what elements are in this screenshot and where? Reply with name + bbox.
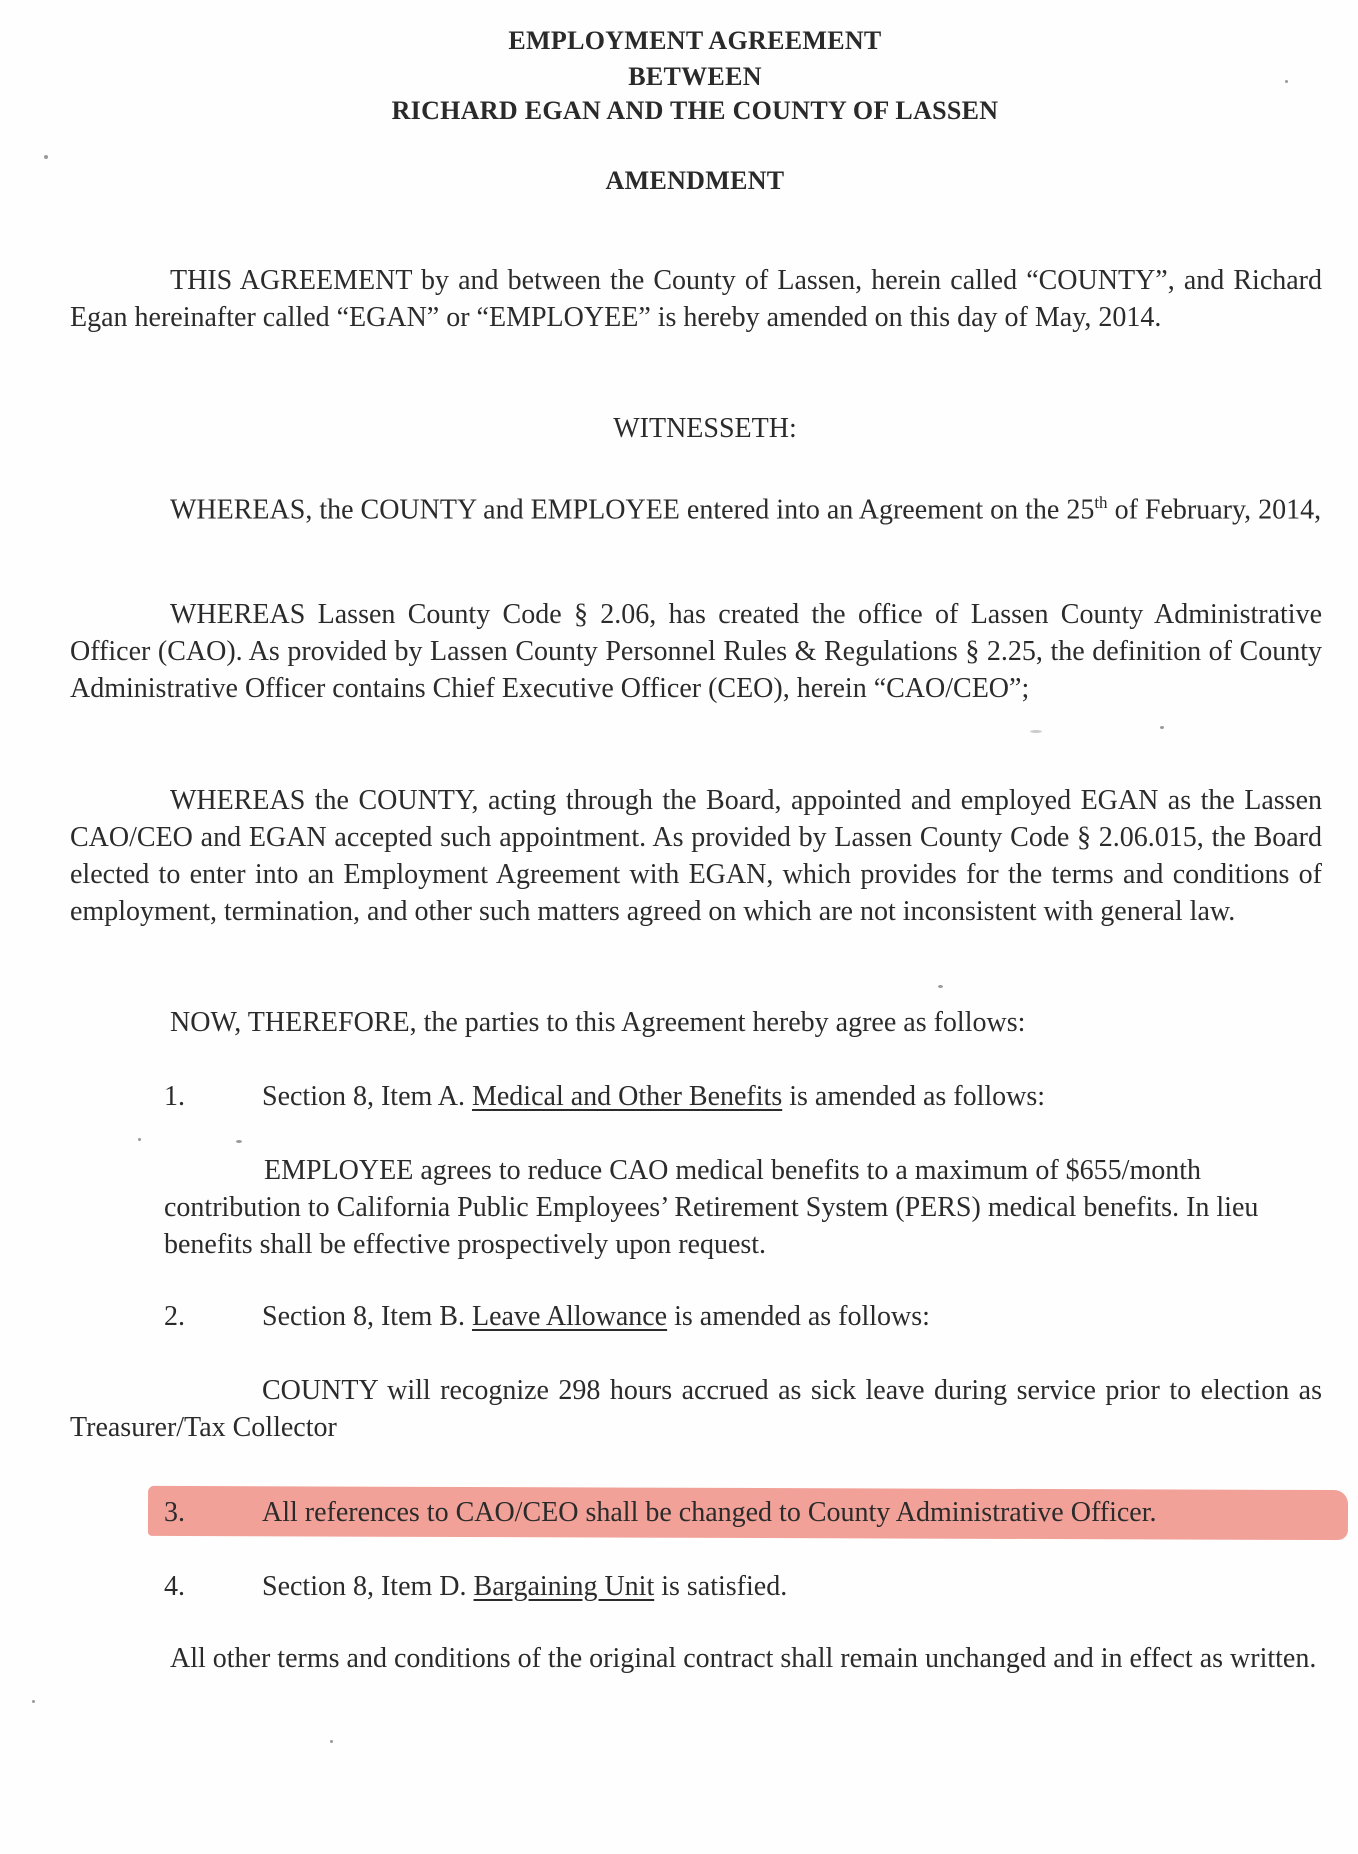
title-line-3: RICHARD EGAN AND THE COUNTY OF LASSEN <box>391 96 999 125</box>
item-1-detail-text: EMPLOYEE agrees to reduce CAO medical benefits to a maximum of $655/month contribution to California Public Employees’ Retirement System (PERS) medical benefits. In lieu benefits shall be effective prospectively upon request. <box>164 1155 1259 1260</box>
item-title: Leave Allowance <box>471 1301 668 1332</box>
item-text <box>262 1298 930 1335</box>
closing-paragraph: All other terms and conditions of the original contract shall remain unchanged and in effect as written. <box>170 1643 1317 1674</box>
item-suffix: is satisfied. <box>654 1571 788 1602</box>
scan-speck <box>138 1138 141 1141</box>
scan-speck <box>1285 80 1288 83</box>
scan-speck <box>1030 730 1042 733</box>
whereas-paragraph-2: WHEREAS Lassen County Code § 2.06, has created the office of Lassen County Administrative Officer (CAO). As provided by Lassen County Personnel Rules & Regulations § 2.25, the definition of County Administrative Officer contains Chief Executive Officer (CEO), herein “CAO/CEO”; <box>70 599 1322 704</box>
amendment-heading: AMENDMENT <box>605 166 785 195</box>
item-suffix: is amended as follows: <box>782 1081 1046 1112</box>
item-suffix: is amended as follows: <box>667 1301 930 1332</box>
title-line-1: EMPLOYMENT AGREEMENT <box>508 26 882 55</box>
whereas-paragraph-1 <box>70 484 1322 528</box>
whereas-1-superscript: th <box>1094 493 1108 512</box>
whereas-paragraph-3: WHEREAS the COUNTY, acting through the Board, appointed and employed EGAN as the Lassen CAO/CEO and EGAN accepted such appointment. As provided by Lassen County Code § 2.06.015, the Board elected to enter into an Employment Agreement with EGAN, which provides for the terms and conditions of employment, termination, and other such matters agreed on which are not inconsistent with general law. <box>70 785 1322 927</box>
scan-speck <box>1160 726 1164 729</box>
title-line-2: BETWEEN <box>628 62 762 91</box>
item-text <box>262 1568 787 1605</box>
scan-speck <box>44 155 48 159</box>
item-number: 4. <box>164 1571 185 1602</box>
item-prefix: Section 8, Item D. <box>262 1571 474 1602</box>
scan-speck <box>330 1740 333 1743</box>
item-title: Medical and Other Benefits <box>471 1081 783 1112</box>
item-title: Bargaining Unit <box>473 1571 655 1602</box>
item-2-detail: COUNTY will recognize 298 hours accrued as sick leave during service prior to election as Treasurer/Tax Collector <box>70 1375 1322 1443</box>
item-number: 1. <box>164 1081 185 1112</box>
scan-speck <box>938 985 943 988</box>
therefore-paragraph: NOW, THEREFORE, the parties to this Agreement hereby agree as follows: <box>170 1007 1026 1038</box>
intro-paragraph: THIS AGREEMENT by and between the County of Lassen, herein called “COUNTY”, and Richard Egan hereinafter called “EGAN” or “EMPLOYEE” is hereby amended on this day of May, 2014. <box>70 265 1322 333</box>
scan-speck <box>236 1140 242 1143</box>
scan-speck <box>32 1700 35 1703</box>
item-1-detail <box>164 1152 1264 1263</box>
whereas-1-text: WHEREAS, the COUNTY and EMPLOYEE entered into an Agreement on the 25 <box>170 494 1095 526</box>
witnesseth-heading: WITNESSETH: <box>613 413 797 444</box>
item-prefix: Section 8, Item B. <box>262 1301 472 1332</box>
item-prefix: Section 8, Item A. <box>262 1081 472 1112</box>
item-text: All references to CAO/CEO shall be changed to County Administrative Officer. <box>262 1497 1157 1528</box>
item-number: 2. <box>164 1301 185 1332</box>
whereas-1-text-end: of February, 2014, <box>1107 494 1322 526</box>
item-text <box>262 1078 1045 1115</box>
item-number: 3. <box>164 1497 185 1528</box>
